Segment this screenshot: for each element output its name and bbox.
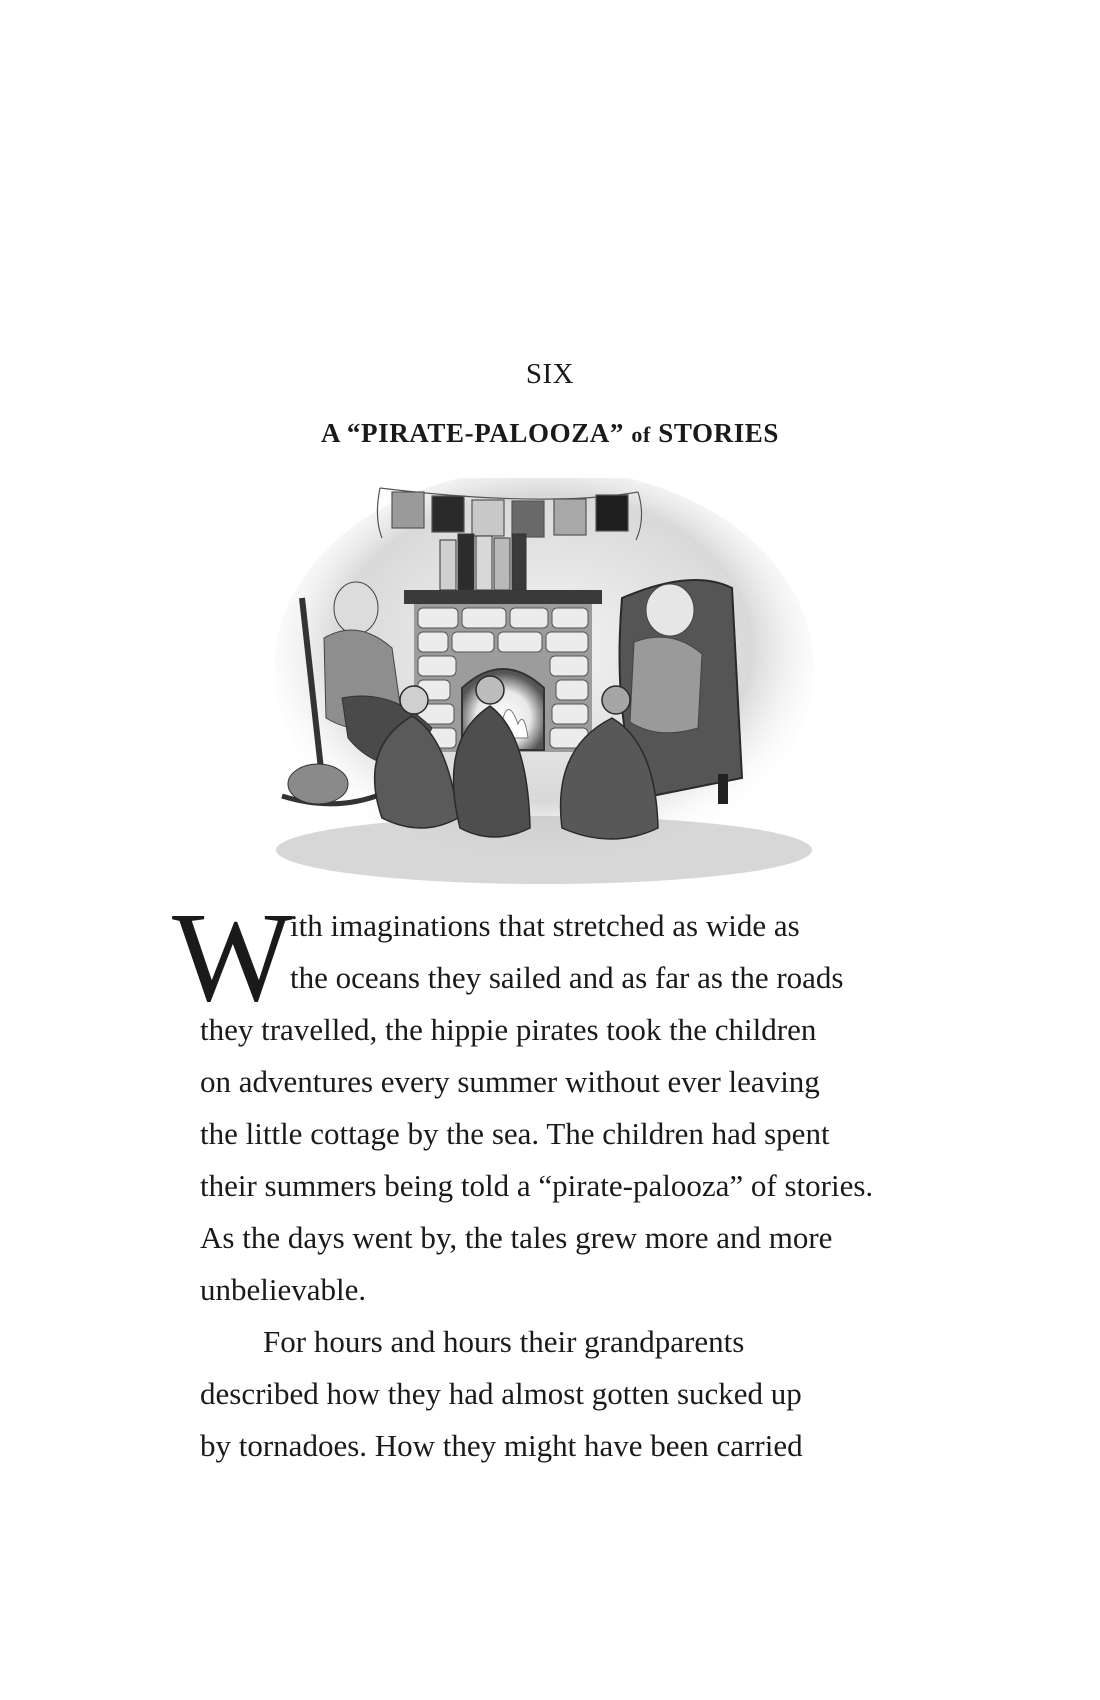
chapter-title [0,418,1100,449]
text-line: by tornadoes. How they might have been carried [200,1428,803,1463]
fireplace-illustration [262,478,826,894]
chapter-title-part2: STORIES [658,418,780,448]
chapter-number: SIX [525,358,575,390]
text-line: on adventures every summer without ever leaving [200,1064,820,1099]
text-line: their summers being told a “pirate-palooza” of stories. [200,1168,874,1203]
book-spines [440,534,526,590]
text-line: they travelled, the hippie pirates took the children [200,1012,817,1047]
text-line: the little cottage by the sea. The children had spent [200,1116,830,1151]
text-line: described how they had almost gotten sucked up [200,1376,802,1411]
yarn-basket [288,764,348,804]
text-line: unbelievable. [200,1272,367,1307]
text-line: ith imaginations that stretched as wide as [290,908,800,943]
chapter-title-part1: A “PIRATE-PALOOZA” [320,418,625,448]
text-line: As the days went by, the tales grew more and more [200,1220,833,1255]
text-line: For hours and hours their grandparents [263,1324,745,1359]
drop-cap: W [172,886,293,1028]
body-text [200,900,940,1472]
text-line: the oceans they sailed and as far as the roads [290,960,844,995]
chapter-title-of: of [631,422,651,447]
